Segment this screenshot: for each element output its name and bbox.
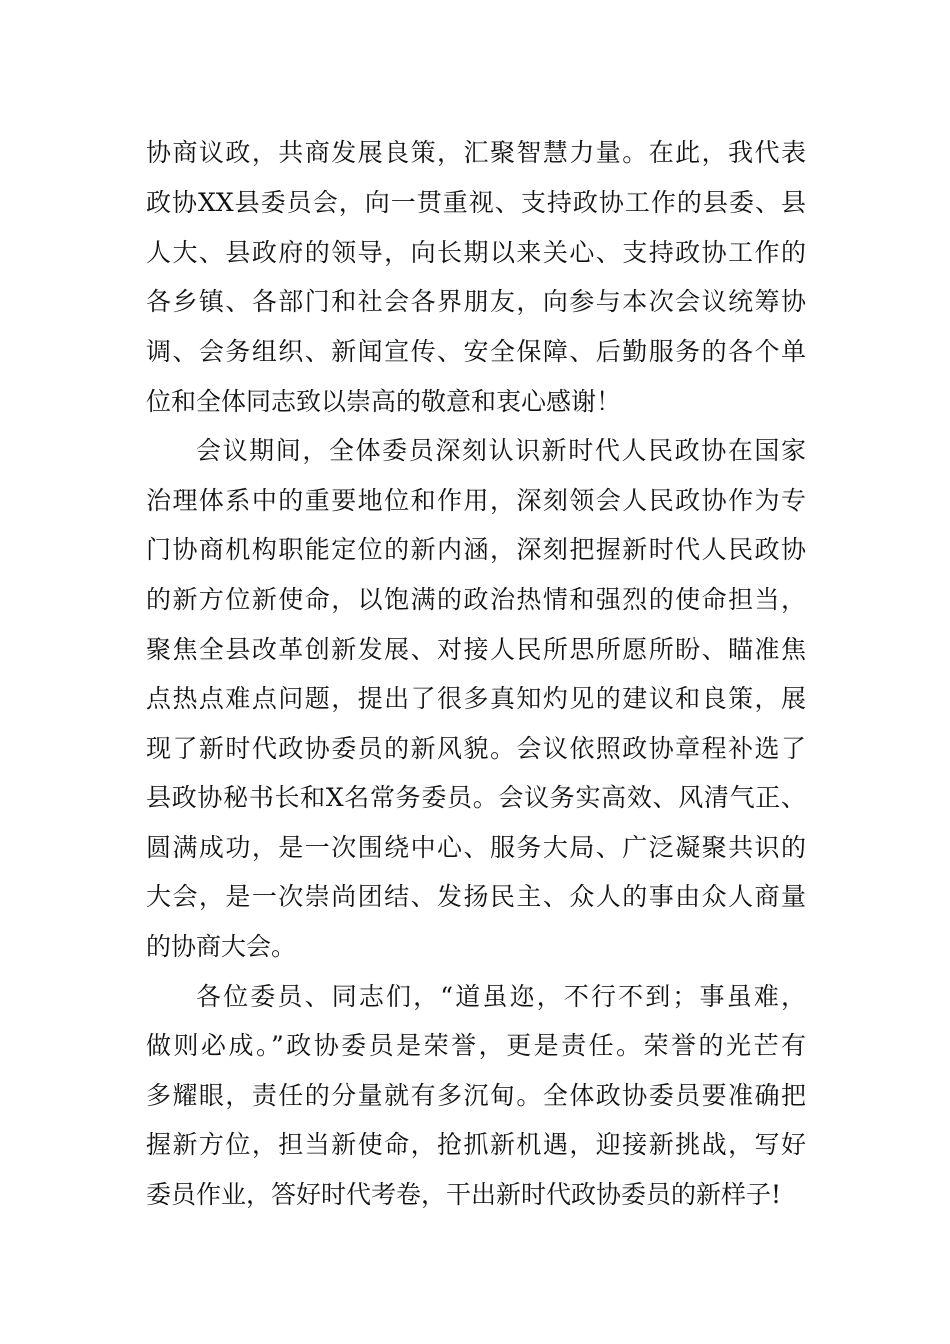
text-line: 位和全体同志致以崇高的敬意和衷心感谢！ [146,387,622,416]
text-line: 门协商机构职能定位的新内涵，深刻把握新时代人民政协 [146,535,806,564]
text-line: 握新方位，担当新使命，抢抓新机遇，迎接新挑战，写好 [146,1130,806,1159]
text-line: 协商议政，共商发展良策，汇聚智慧力量。在此，我代表 [146,138,806,167]
text-line: 调、会务组织、新闻宣传、安全保障、后勤服务的各个单 [146,337,806,366]
text-line: 多耀眼，责任的分量就有多沉甸。全体政协委员要准确把 [146,1081,806,1110]
text-line: 委员作业，答好时代考卷，干出新时代政协委员的新样子! [146,1180,782,1209]
text-line: 做则必成。”政协委员是荣誉，更是责任。荣誉的光芒有 [146,1031,806,1060]
text-line: 县政协秘书长和X名常务委员。会议务实高效、风清气正、 [146,783,806,812]
text-line: 治理体系中的重要地位和作用，深刻领会人民政协作为专 [146,486,806,515]
paragraph-first-line: 会议期间，全体委员深刻认识新时代人民政协在国家 [196,436,806,465]
text-line: 人大、县政府的领导，向长期以来关心、支持政协工作的 [146,238,806,267]
text-line: 大会，是一次崇尚团结、发扬民主、众人的事由众人商量 [146,882,806,911]
text-line: 的协商大会。 [146,932,297,961]
text-line: 现了新时代政协委员的新风貌。会议依照政协章程补选了 [146,734,806,763]
text-line: 圆满成功，是一次围绕中心、服务大局、广泛凝聚共识的 [146,833,806,862]
text-line: 各乡镇、各部门和社会各界朋友，向参与本次会议统筹协 [146,287,806,316]
text-line: 的新方位新使命，以饱满的政治热情和强烈的使命担当， [146,585,806,614]
text-line: 聚焦全县改革创新发展、对接人民所思所愿所盼、瞄准焦 [146,635,806,664]
text-line: 政协XX县委员会，向一贯重视、支持政协工作的县委、县 [146,188,806,217]
paragraph-first-line: 各位委员、同志们，“道虽迩，不行不到；事虽难， [196,982,806,1011]
text-line: 点热点难点问题，提出了很多真知灼见的建议和良策，展 [146,684,806,713]
